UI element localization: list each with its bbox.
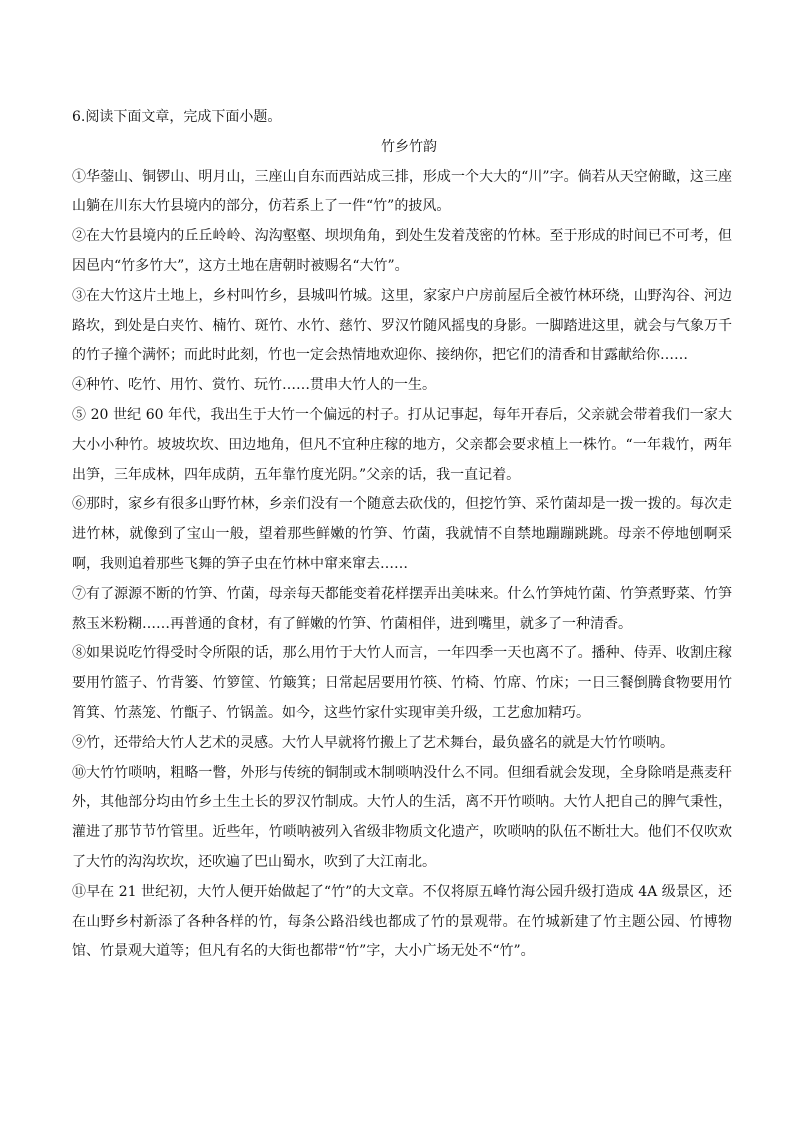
- paragraph-2: ②在大竹县境内的丘丘岭岭、沟沟壑壑、坝坝角角，到处生发着茂密的竹林。至于形成的时间已不可考，但因邑内“竹多竹大”，这方土地在唐朝时被赐名“大竹”。: [72, 228, 732, 274]
- paragraph-8: ⑧如果说吃竹得受时令所限的话，那么用竹于大竹人而言，一年四季一天也离不了。播种、侍弄、收割庄稼要用竹篮子、竹背篓、竹箩筐、竹簸箕；日常起居要用竹筷、竹椅、竹席、竹床；一日三餐倒腾食物要用竹筲箕、竹蒸笼、竹甑子、竹锅盖。如今，这些竹家什实现审美升级，工艺愈加精巧。: [72, 645, 732, 721]
- paragraph-11: ⑪早在 21 世纪初，大竹人便开始做起了“竹”的大文章。不仅将原五峰竹海公园升级打造成 4A 级景区，还在山野乡村新添了各种各样的竹，每条公路沿线也都成了竹的景观带。在竹城新建了竹主题公园、竹博物馆、竹景观大道等；但凡有名的大街也都带“竹”字，大小广场无处不“竹”。: [72, 883, 732, 960]
- paragraph-4: ④种竹、吃竹、用竹、赏竹、玩竹……贯串大竹人的一生。: [72, 377, 436, 394]
- paragraph-7: ⑦有了源源不断的竹笋、竹菌，母亲每天都能变着花样摆弄出美味来。什么竹笋炖竹菌、竹笋煮野菜、竹笋熬玉米粉糊……再普通的食材，有了鲜嫩的竹笋、竹菌相伴，进到嘴里，就多了一种清香。: [72, 585, 732, 632]
- article-body: [72, 103, 732, 967]
- paragraph-1: ①华蓥山、铜锣山、明月山，三座山自东而西站成三排，形成一个大大的“川”字。倘若从天空俯瞰，这三座山躺在川东大竹县境内的部分，仿若系上了一件“竹”的披风。: [72, 168, 732, 215]
- paragraph-6: ⑥那时，家乡有很多山野竹林，乡亲们没有一个随意去砍伐的，但挖竹笋、采竹菌却是一拨一拨的。每次走进竹林，就像到了宝山一般，望着那些鲜嫩的竹笋、竹菌，我就情不自禁地蹦蹦跳跳。母亲不停地刨啊采啊，我则追着那些飞舞的笋子虫在竹林中窜来窜去……: [72, 496, 732, 572]
- paragraph-9: ⑨竹，还带给大竹人艺术的灵感。大竹人早就将竹搬上了艺术舞台，最负盛名的就是大竹竹唢呐。: [72, 734, 674, 751]
- paragraph-5: ⑤ 20 世纪 60 年代，我出生于大竹一个偏远的村子。打从记事起，每年开春后，父亲就会带着我们一家大大小小种竹。坡坡坎坎、田边地角，但凡不宜种庄稼的地方，父亲都会要求植上一株竹。“一年栽竹，两年出笋，三年成林，四年成荫，五年靠竹度光阴。”父亲的话，我一直记着。: [72, 406, 732, 483]
- paragraph-10: ⑩大竹竹唢呐，粗略一瞥，外形与传统的铜制或木制唢呐没什么不同。但细看就会发现，全身除哨是燕麦秆外，其他部分均由竹乡土生土长的罗汉竹制成。大竹人的生活，离不开竹唢呐。大竹人把自己的脾气秉性，灌进了那节节竹管里。近些年，竹唢呐被列入省级非物质文化遗产，吹唢呐的队伍不断壮大。他们不仅吹欢了大竹的沟沟坎坎，还吹遍了巴山蜀水，吹到了大江南北。: [72, 764, 732, 870]
- article-title: 竹乡竹韵: [381, 138, 437, 155]
- paragraph-3: ③在大竹这片土地上，乡村叫竹乡，县城叫竹城。这里，家家户户房前屋后全被竹林环绕，山野沟谷、河边路坎，到处是白夹竹、楠竹、斑竹、水竹、慈竹、罗汉竹随风摇曳的身影。一脚踏进这里，就会与气象万千的竹子撞个满怀；而此时此刻，竹也一定会热情地欢迎你、接纳你，把它们的清香和甘露献给你……: [72, 287, 732, 364]
- question-prompt: 6.阅读下面文章，完成下面小题。: [72, 109, 282, 125]
